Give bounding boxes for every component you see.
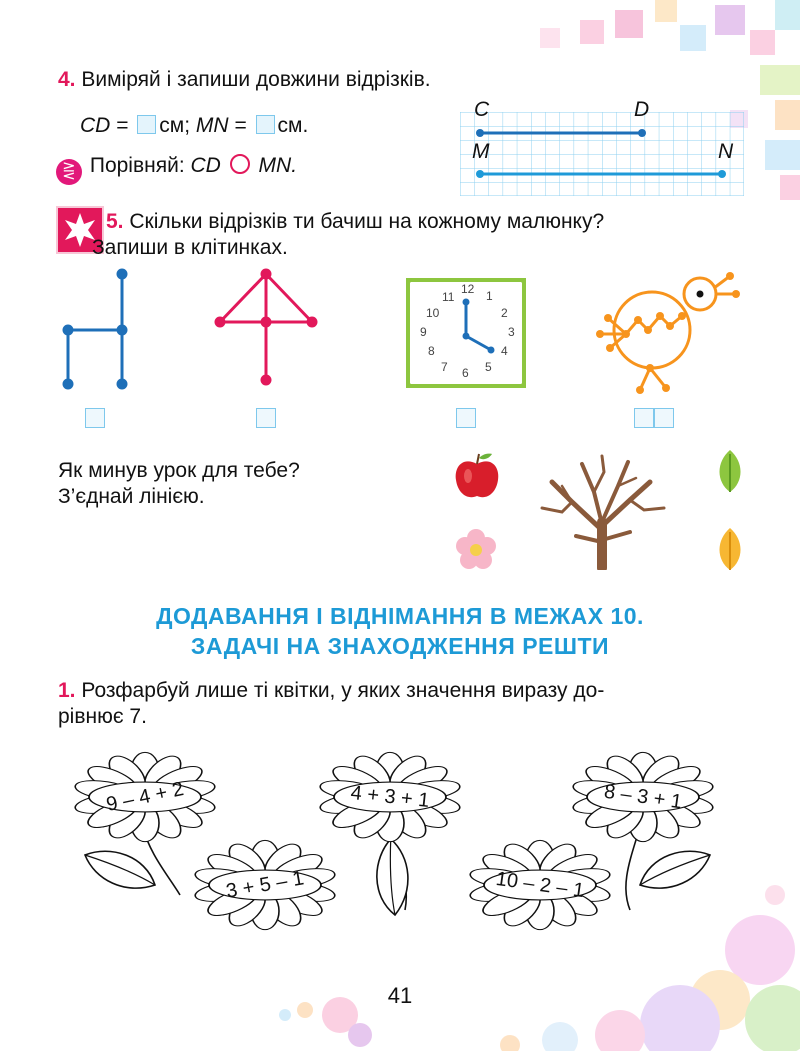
figure4-answer-box-2[interactable] [654, 408, 674, 428]
task5-text-line2: Запиши в клітинках. [92, 236, 288, 259]
equals-sign-2: = [234, 114, 247, 137]
clock-num-2: 2 [501, 306, 508, 320]
clock-num-5: 5 [485, 360, 492, 374]
bird-figure [590, 268, 750, 398]
compare-answer-circle[interactable] [230, 154, 250, 174]
compare-text: Порівняй: [89, 154, 185, 177]
label-mn: MN [195, 114, 229, 137]
point-m-label: M [472, 140, 490, 163]
mn-answer-box[interactable] [256, 115, 275, 134]
clock-figure [406, 278, 526, 388]
clock-num-12: 12 [461, 282, 475, 296]
clock-num-10: 10 [426, 306, 440, 320]
task5-text-line1: Скільки відрізків ти бачиш на кожному малюнку? [129, 210, 605, 233]
equals-sign: = [116, 114, 129, 137]
compare-cd: CD [190, 154, 221, 177]
bare-tree-icon[interactable] [532, 452, 672, 570]
compare-icon: ⋛ [56, 159, 82, 185]
flower-expression-5[interactable]: 10 – 2 – 1 [494, 867, 586, 903]
clock-num-11: 11 [442, 290, 455, 304]
task4-prompt [58, 67, 431, 93]
flower-expression-4[interactable]: 3 + 5 – 1 [224, 867, 306, 903]
figure4-answer-box-1[interactable] [634, 408, 654, 428]
task1-text-line1: Розфарбуй лише ті квітки, у яких значення виразу до- [81, 679, 605, 702]
clock-num-7: 7 [441, 360, 448, 374]
clock-num-8: 8 [428, 344, 435, 358]
flower-expression-2[interactable]: 4 + 3 + 1 [349, 781, 431, 813]
label-cd: CD [80, 114, 111, 137]
flower-expression-1[interactable]: 9 – 4 + 2 [104, 778, 186, 816]
task4-text: Виміряй і запиши довжини відрізків. [81, 68, 431, 91]
task1-prompt [58, 678, 748, 704]
section-heading-line2: ЗАДАЧІ НА ЗНАХОДЖЕННЯ РЕШТИ [190, 633, 610, 659]
section-heading-line1: ДОДАВАННЯ І ВІДНІМАННЯ В МЕЖАХ 10. [156, 603, 644, 629]
clock-num-1: 1 [486, 289, 493, 303]
clock-num-3: 3 [508, 325, 515, 339]
unit-cm-2: см. [277, 114, 309, 137]
page-number: 41 [387, 983, 413, 1008]
orange-leaf-icon[interactable] [712, 526, 748, 572]
figure-pink-segments [208, 268, 328, 388]
task1-text-line2: рівнює 7. [58, 705, 147, 728]
task4-compare-line [56, 153, 297, 185]
figure1-answer-box[interactable] [85, 408, 105, 428]
task5-prompt [106, 209, 746, 235]
unit-cm-1: см; [159, 114, 191, 137]
task1-number: 1. [58, 679, 76, 702]
flowers-illustration [40, 735, 765, 950]
task4-measure-line [80, 113, 308, 139]
point-c-label: C [474, 98, 490, 121]
figure2-answer-box[interactable] [256, 408, 276, 428]
apple-icon[interactable] [452, 450, 502, 502]
reflection-instruction: З’єднай лінією. [58, 485, 205, 508]
clock-num-6: 6 [462, 366, 469, 380]
pink-flower-icon[interactable] [452, 526, 500, 574]
figure-blue-segments [58, 268, 138, 393]
task4-number: 4. [58, 68, 76, 91]
point-d-label: D [634, 98, 650, 121]
segment-grid [460, 98, 744, 196]
cd-answer-box[interactable] [137, 115, 156, 134]
clock-num-9: 9 [420, 325, 427, 339]
compare-mn: MN. [258, 154, 298, 177]
point-n-label: N [718, 140, 734, 163]
reflection-question: Як минув урок для тебе? [58, 459, 300, 482]
task5-number: 5. [106, 210, 124, 233]
green-leaf-icon[interactable] [712, 448, 748, 494]
figure3-answer-box[interactable] [456, 408, 476, 428]
flower-expression-3[interactable]: 8 – 3 + 1 [602, 780, 684, 814]
clock-num-4: 4 [501, 344, 508, 358]
